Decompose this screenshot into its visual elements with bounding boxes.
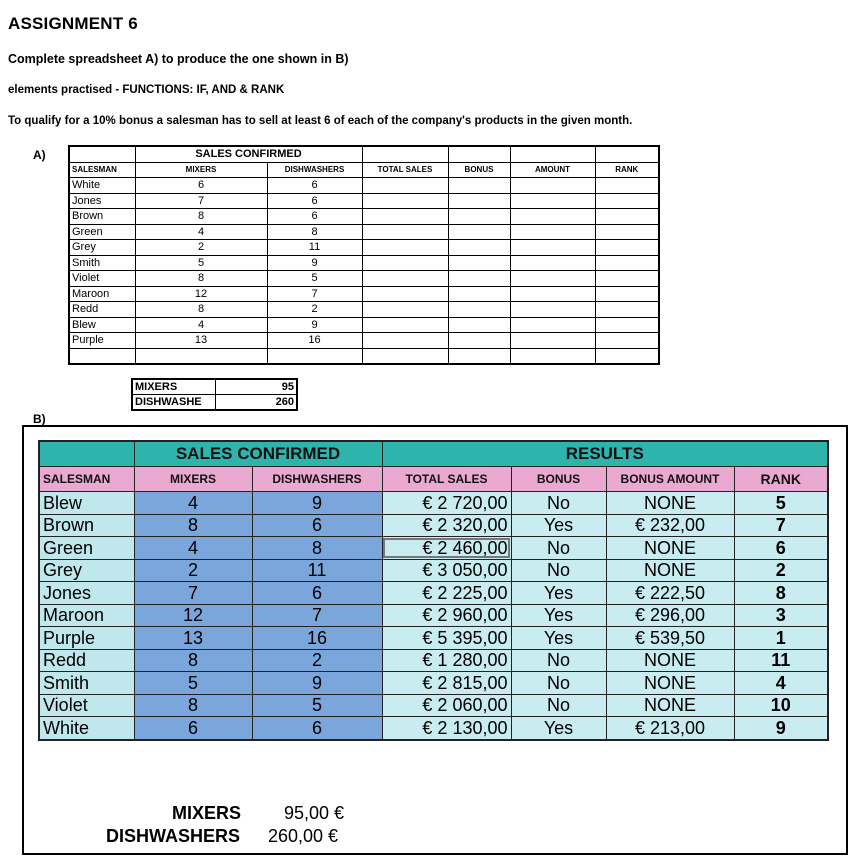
table-cell[interactable]	[595, 286, 659, 302]
table-cell[interactable]: 8	[134, 514, 252, 537]
total-label-dishwashers: DISHWASHE	[132, 395, 216, 411]
bonus-rule-line: To qualify for a 10% bonus a salesman has to sell at least 6 of each of the company's products in the given month.	[8, 115, 633, 127]
table-cell[interactable]: Yes	[511, 514, 606, 537]
sheet-b-blank-header	[39, 441, 134, 467]
table-row	[39, 559, 828, 582]
table-cell[interactable]: Green	[39, 537, 134, 560]
sheet-b-table	[38, 440, 829, 741]
table-cell[interactable]	[510, 271, 595, 287]
column-header-salesman: SALESMAN	[69, 162, 135, 178]
total-value-dishwashers[interactable]: 260,00 €	[268, 826, 339, 846]
table-cell[interactable]: Jones	[69, 193, 135, 209]
table-row	[69, 348, 659, 364]
table-cell[interactable]: White	[69, 178, 135, 194]
table-cell[interactable]: € 3 050,00	[382, 559, 511, 582]
table-cell[interactable]: 2	[734, 559, 828, 582]
table-cell[interactable]	[510, 348, 595, 364]
table-cell[interactable]	[510, 255, 595, 271]
table-cell[interactable]	[448, 333, 510, 349]
table-cell[interactable]: 12	[135, 286, 267, 302]
table-cell[interactable]	[448, 193, 510, 209]
total-label-mixers: MIXERS	[172, 803, 242, 823]
table-cell[interactable]: Yes	[511, 604, 606, 627]
table-row	[69, 224, 659, 240]
sheet-a-table	[68, 145, 660, 365]
table-cell[interactable]: Grey	[39, 559, 134, 582]
table-cell[interactable]: 7	[135, 193, 267, 209]
column-header-total-sales: TOTAL SALES	[362, 162, 448, 178]
table-cell[interactable]: 8	[267, 224, 362, 240]
total-label-mixers: MIXERS	[132, 379, 216, 395]
total-value-dishwashers[interactable]: 260	[216, 395, 298, 411]
column-header-mixers: MIXERS	[134, 467, 252, 492]
table-cell[interactable]: 11	[267, 240, 362, 256]
table-cell[interactable]	[595, 333, 659, 349]
table-cell[interactable]: 16	[252, 627, 382, 650]
table-cell[interactable]	[510, 333, 595, 349]
column-header-rank: RANK	[734, 467, 828, 492]
table-cell[interactable]: 5	[734, 492, 828, 515]
table-row	[39, 582, 828, 605]
table-cell[interactable]: 8	[135, 209, 267, 225]
table-cell[interactable]: 2	[252, 649, 382, 672]
table-cell[interactable]: 10	[734, 694, 828, 717]
table-cell[interactable]: No	[511, 694, 606, 717]
table-cell[interactable]	[448, 224, 510, 240]
instruction-line: Complete spreadsheet A) to produce the one shown in B)	[8, 52, 349, 66]
table-cell[interactable]: 2	[267, 302, 362, 318]
table-cell[interactable]: 9	[734, 717, 828, 740]
table-cell[interactable]: Smith	[69, 255, 135, 271]
table-cell[interactable]: Redd	[69, 302, 135, 318]
table-cell[interactable]: 13	[134, 627, 252, 650]
table-cell[interactable]	[595, 193, 659, 209]
table-cell[interactable]	[595, 255, 659, 271]
table-cell[interactable]	[595, 240, 659, 256]
table-cell[interactable]: Purple	[39, 627, 134, 650]
elements-practised-line: elements practised - FUNCTIONS: IF, AND & RANK	[8, 84, 285, 96]
table-cell[interactable]	[362, 209, 448, 225]
table-cell[interactable]: 8	[135, 271, 267, 287]
column-header-mixers: MIXERS	[135, 162, 267, 178]
table-cell[interactable]: 3	[734, 604, 828, 627]
table-cell[interactable]: € 5 395,00	[382, 627, 511, 650]
table-cell[interactable]: Purple	[69, 333, 135, 349]
table-cell[interactable]: 9	[267, 317, 362, 333]
table-cell[interactable]	[595, 178, 659, 194]
table-cell[interactable]	[362, 193, 448, 209]
table-cell[interactable]: 1	[734, 627, 828, 650]
total-value-mixers[interactable]: 95,00 €	[284, 803, 345, 823]
table-cell[interactable]: € 1 280,00	[382, 649, 511, 672]
table-cell[interactable]	[135, 348, 267, 364]
table-cell[interactable]: 4	[734, 672, 828, 695]
table-cell[interactable]: NONE	[606, 537, 734, 560]
table-cell[interactable]: 5	[134, 672, 252, 695]
table-cell[interactable]	[595, 209, 659, 225]
table-cell[interactable]	[448, 255, 510, 271]
table-cell[interactable]	[510, 240, 595, 256]
column-header-bonus-amount: BONUS AMOUNT	[606, 467, 734, 492]
table-cell[interactable]	[448, 302, 510, 318]
table-cell[interactable]	[69, 348, 135, 364]
table-cell[interactable]	[595, 224, 659, 240]
table-cell[interactable]: NONE	[606, 559, 734, 582]
table-row	[39, 627, 828, 650]
table-cell[interactable]: Blew	[69, 317, 135, 333]
table-row	[69, 193, 659, 209]
table-row	[39, 694, 828, 717]
column-header-dishwashers: DISHWASHERS	[267, 162, 362, 178]
table-row	[69, 240, 659, 256]
table-row	[39, 514, 828, 537]
table-cell[interactable]: 8	[135, 302, 267, 318]
table-cell[interactable]: 6	[267, 193, 362, 209]
table-cell[interactable]: 16	[267, 333, 362, 349]
table-cell[interactable]: 12	[134, 604, 252, 627]
table-row	[69, 286, 659, 302]
table-cell[interactable]: NONE	[606, 492, 734, 515]
table-cell[interactable]	[448, 286, 510, 302]
table-cell[interactable]: € 2 320,00	[382, 514, 511, 537]
table-cell[interactable]: Maroon	[39, 604, 134, 627]
table-cell[interactable]: No	[511, 537, 606, 560]
table-cell[interactable]	[267, 348, 362, 364]
column-header-dishwashers: DISHWASHERS	[252, 467, 382, 492]
table-cell[interactable]: 6	[252, 582, 382, 605]
table-cell[interactable]	[448, 317, 510, 333]
table-cell[interactable]: Violet	[39, 694, 134, 717]
table-row	[69, 271, 659, 287]
table-row	[69, 178, 659, 194]
table-cell[interactable]: € 222,50	[606, 582, 734, 605]
table-cell[interactable]: Smith	[39, 672, 134, 695]
table-cell[interactable]	[510, 178, 595, 194]
table-cell[interactable]	[448, 209, 510, 225]
table-cell[interactable]	[510, 224, 595, 240]
table-cell[interactable]	[362, 255, 448, 271]
table-cell[interactable]: Redd	[39, 649, 134, 672]
column-header-bonus: BONUS	[511, 467, 606, 492]
table-cell[interactable]	[595, 302, 659, 318]
table-cell[interactable]: € 2 960,00	[382, 604, 511, 627]
table-cell[interactable]: Yes	[511, 627, 606, 650]
table-cell[interactable]	[595, 348, 659, 364]
table-cell[interactable]: 9	[252, 672, 382, 695]
table-cell[interactable]: White	[39, 717, 134, 740]
table-cell[interactable]: € 2 460,00	[382, 537, 511, 560]
table-cell[interactable]: € 539,50	[606, 627, 734, 650]
column-header-bonus: BONUS	[448, 162, 510, 178]
table-row	[39, 537, 828, 560]
table-row	[69, 333, 659, 349]
table-cell[interactable]: Brown	[69, 209, 135, 225]
table-cell[interactable]: 6	[267, 178, 362, 194]
table-cell[interactable]: € 296,00	[606, 604, 734, 627]
page-title: ASSIGNMENT 6	[8, 14, 138, 33]
table-cell[interactable]: 13	[135, 333, 267, 349]
table-cell[interactable]: 9	[267, 255, 362, 271]
table-cell[interactable]: 6	[734, 537, 828, 560]
table-row	[69, 302, 659, 318]
table-cell[interactable]: € 2 225,00	[382, 582, 511, 605]
table-cell[interactable]: 4	[134, 537, 252, 560]
sheet-b-label: B)	[33, 412, 46, 426]
column-header-rank: RANK	[595, 162, 659, 178]
table-cell[interactable]: No	[511, 672, 606, 695]
table-cell[interactable]: 2	[134, 559, 252, 582]
table-row	[39, 672, 828, 695]
total-value-mixers[interactable]: 95	[216, 379, 298, 395]
table-cell[interactable]: NONE	[606, 672, 734, 695]
table-cell[interactable]: € 2 130,00	[382, 717, 511, 740]
table-cell[interactable]: Grey	[69, 240, 135, 256]
table-cell[interactable]: 6	[134, 717, 252, 740]
table-cell[interactable]: 7	[252, 604, 382, 627]
table-cell[interactable]	[510, 209, 595, 225]
table-cell[interactable]: Yes	[511, 717, 606, 740]
table-cell[interactable]: € 2 720,00	[382, 492, 511, 515]
table-cell[interactable]: NONE	[606, 649, 734, 672]
column-header-total-sales: TOTAL SALES	[382, 467, 511, 492]
table-cell[interactable]: 2	[135, 240, 267, 256]
table-cell[interactable]	[510, 193, 595, 209]
table-row	[39, 717, 828, 740]
table-cell[interactable]	[510, 317, 595, 333]
table-cell[interactable]: No	[511, 492, 606, 515]
table-cell[interactable]: 11	[734, 649, 828, 672]
table-cell[interactable]: 6	[267, 209, 362, 225]
table-cell[interactable]	[448, 271, 510, 287]
table-cell[interactable]: 4	[135, 224, 267, 240]
table-cell[interactable]: Green	[69, 224, 135, 240]
sheet-a-group-header: SALES CONFIRMED	[135, 146, 362, 162]
table-cell[interactable]: Jones	[39, 582, 134, 605]
table-cell[interactable]	[595, 271, 659, 287]
table-cell[interactable]	[510, 302, 595, 318]
total-label-dishwashers: DISHWASHERS	[106, 826, 241, 846]
table-cell[interactable]	[362, 317, 448, 333]
table-cell[interactable]	[448, 348, 510, 364]
table-cell[interactable]: 9	[252, 492, 382, 515]
table-cell[interactable]: 6	[252, 717, 382, 740]
table-cell[interactable]: Blew	[39, 492, 134, 515]
table-cell[interactable]: 8	[134, 694, 252, 717]
table-cell[interactable]: € 2 815,00	[382, 672, 511, 695]
table-cell[interactable]: 4	[134, 492, 252, 515]
table-cell[interactable]: Violet	[69, 271, 135, 287]
table-cell[interactable]: 5	[267, 271, 362, 287]
sheet-b-group-sales-confirmed: SALES CONFIRMED	[134, 441, 382, 467]
sheet-a-label: A)	[33, 148, 46, 162]
table-cell[interactable]: 5	[252, 694, 382, 717]
table-cell[interactable]: 6	[135, 178, 267, 194]
table-cell[interactable]	[362, 302, 448, 318]
table-cell[interactable]: € 2 060,00	[382, 694, 511, 717]
table-cell[interactable]: Maroon	[69, 286, 135, 302]
table-cell[interactable]: € 213,00	[606, 717, 734, 740]
table-cell[interactable]: Brown	[39, 514, 134, 537]
table-cell[interactable]	[362, 224, 448, 240]
table-cell[interactable]: 7	[134, 582, 252, 605]
table-cell[interactable]: 7	[734, 514, 828, 537]
table-row	[39, 492, 828, 515]
table-row	[39, 604, 828, 627]
table-cell[interactable]	[448, 240, 510, 256]
table-row	[69, 255, 659, 271]
table-cell[interactable]: 5	[135, 255, 267, 271]
table-row	[69, 317, 659, 333]
table-cell[interactable]: 8	[252, 537, 382, 560]
table-cell[interactable]: 4	[135, 317, 267, 333]
table-cell[interactable]: 8	[134, 649, 252, 672]
column-header-salesman: SALESMAN	[39, 467, 134, 492]
table-cell[interactable]: 11	[252, 559, 382, 582]
table-cell[interactable]: NONE	[606, 694, 734, 717]
table-cell[interactable]	[362, 348, 448, 364]
table-cell[interactable]	[362, 333, 448, 349]
table-cell[interactable]	[510, 286, 595, 302]
sheet-a-totals	[131, 378, 298, 411]
table-cell[interactable]: No	[511, 559, 606, 582]
table-cell[interactable]: 6	[252, 514, 382, 537]
table-cell[interactable]	[448, 178, 510, 194]
table-cell[interactable]	[362, 240, 448, 256]
table-cell[interactable]: 7	[267, 286, 362, 302]
table-cell[interactable]	[362, 286, 448, 302]
column-header-amount: AMOUNT	[510, 162, 595, 178]
sheet-b-group-results: RESULTS	[382, 441, 828, 467]
table-cell[interactable]	[595, 317, 659, 333]
table-cell[interactable]	[362, 271, 448, 287]
table-cell[interactable]	[362, 178, 448, 194]
table-row	[39, 649, 828, 672]
table-cell[interactable]: € 232,00	[606, 514, 734, 537]
table-row	[69, 209, 659, 225]
table-cell[interactable]: Yes	[511, 582, 606, 605]
sheet-a-blank-header	[69, 146, 135, 162]
table-cell[interactable]: No	[511, 649, 606, 672]
table-cell[interactable]: 8	[734, 582, 828, 605]
